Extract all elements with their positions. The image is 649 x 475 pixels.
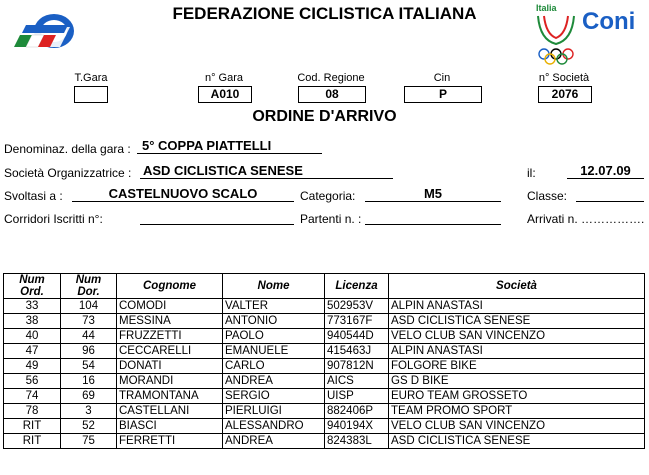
cell-cognome: DONATI: [117, 359, 223, 374]
cell-nome: VALTER: [223, 299, 325, 314]
cell-num-dor: 3: [61, 404, 117, 419]
societa-organizzatrice-value: ASD CICLISTICA SENESE: [140, 163, 393, 179]
cell-societa: ALPIN ANASTASI: [389, 344, 645, 359]
categoria-value: M5: [365, 186, 501, 202]
cell-societa: FOLGORE BIKE: [389, 359, 645, 374]
cell-num-ord: 47: [4, 344, 61, 359]
cell-licenza: 940194X: [325, 419, 389, 434]
cell-nome: SERGIO: [223, 389, 325, 404]
cell-societa: VELO CLUB SAN VINCENZO: [389, 329, 645, 344]
cell-nome: PAOLO: [223, 329, 325, 344]
cell-nome: PIERLUIGI: [223, 404, 325, 419]
cell-licenza: 502953V: [325, 299, 389, 314]
date-value: 12.07.09: [567, 163, 644, 179]
cell-cognome: MORANDI: [117, 374, 223, 389]
cell-num-ord: 78: [4, 404, 61, 419]
cell-num-ord: 33: [4, 299, 61, 314]
col-cognome: Cognome: [117, 274, 223, 299]
partenti-value: [365, 209, 501, 225]
table-row: [4, 344, 645, 359]
document-title: ORDINE D'ARRIVO: [252, 108, 397, 125]
table-row: [4, 329, 645, 344]
cell-num-ord: 49: [4, 359, 61, 374]
table-row: [4, 359, 645, 374]
cell-licenza: 907812N: [325, 359, 389, 374]
cell-num-dor: 96: [61, 344, 117, 359]
codregione-label: Cod. Regione: [297, 72, 365, 84]
denominazione-value: 5° COPPA PIATTELLI: [137, 138, 322, 154]
societa-organizzatrice-label: Società Organizzatrice :: [4, 166, 132, 180]
cell-licenza: UISP: [325, 389, 389, 404]
col-num-ord: Num Ord.: [4, 274, 61, 299]
cell-num-ord: 40: [4, 329, 61, 344]
classe-label: Classe:: [527, 189, 568, 203]
cell-societa: EURO TEAM GROSSETO: [389, 389, 645, 404]
classe-value: [576, 186, 644, 202]
cell-nome: ANTONIO: [223, 314, 325, 329]
cell-societa: ASD CICLISTICA SENESE: [389, 434, 645, 449]
cell-cognome: TRAMONTANA: [117, 389, 223, 404]
coni-logo-icon: [534, 14, 578, 66]
cell-societa: VELO CLUB SAN VINCENZO: [389, 419, 645, 434]
cell-nome: EMANUELE: [223, 344, 325, 359]
svoltasi-value: CASTELNUOVO SCALO: [72, 186, 294, 202]
cin-label: Cin: [433, 72, 451, 84]
cell-cognome: COMODI: [117, 299, 223, 314]
cell-num-ord: 38: [4, 314, 61, 329]
table-header-row: [4, 274, 645, 299]
table-row: [4, 374, 645, 389]
categoria-label: Categoria:: [300, 189, 356, 203]
date-label: il:: [527, 166, 536, 180]
cell-nome: ANDREA: [223, 374, 325, 389]
cell-licenza: 882406P: [325, 404, 389, 419]
col-num-dor: Num Dor.: [61, 274, 117, 299]
corridori-value: [140, 209, 294, 225]
ngara-label: n° Gara: [204, 72, 244, 84]
cell-num-ord: RIT: [4, 434, 61, 449]
cell-cognome: CASTELLANI: [117, 404, 223, 419]
cell-num-ord: 56: [4, 374, 61, 389]
cell-cognome: FRUZZETTI: [117, 329, 223, 344]
svoltasi-label: Svoltasi a :: [4, 189, 63, 203]
cell-nome: ALESSANDRO: [223, 419, 325, 434]
cell-nome: CARLO: [223, 359, 325, 374]
results-table: [3, 273, 645, 449]
partenti-label: Partenti n. :: [300, 212, 362, 226]
cin-value: P: [404, 86, 482, 103]
cell-num-dor: 52: [61, 419, 117, 434]
cell-num-dor: 69: [61, 389, 117, 404]
tgara-value: [74, 86, 108, 103]
cell-num-ord: RIT: [4, 419, 61, 434]
col-societa: Società: [389, 274, 645, 299]
cell-num-dor: 44: [61, 329, 117, 344]
cell-licenza: 415463J: [325, 344, 389, 359]
table-row: [4, 404, 645, 419]
coni-logo-text: Coni: [582, 8, 636, 35]
cell-cognome: FERRETTI: [117, 434, 223, 449]
cell-num-dor: 75: [61, 434, 117, 449]
tgara-label: T.Gara: [74, 72, 108, 84]
cell-nome: ANDREA: [223, 434, 325, 449]
table-row: [4, 314, 645, 329]
cell-cognome: MESSINA: [117, 314, 223, 329]
arrivati-label: Arrivati n. …………….: [527, 212, 645, 226]
ngara-value: A010: [198, 86, 252, 103]
table-row: [4, 389, 645, 404]
cell-cognome: BIASCI: [117, 419, 223, 434]
cell-societa: GS D BIKE: [389, 374, 645, 389]
table-row: [4, 419, 645, 434]
cell-licenza: 773167F: [325, 314, 389, 329]
cell-licenza: 940544D: [325, 329, 389, 344]
cell-num-dor: 104: [61, 299, 117, 314]
cell-num-dor: 54: [61, 359, 117, 374]
corridori-label: Corridori Iscritti n°:: [4, 212, 103, 226]
nsocieta-label: n° Società: [538, 72, 590, 84]
codregione-value: 08: [298, 86, 366, 103]
denominazione-label: Denominaz. della gara :: [4, 142, 131, 156]
cell-num-dor: 73: [61, 314, 117, 329]
col-nome: Nome: [223, 274, 325, 299]
cell-licenza: AICS: [325, 374, 389, 389]
table-row: [4, 299, 645, 314]
cell-societa: TEAM PROMO SPORT: [389, 404, 645, 419]
col-licenza: Licenza: [325, 274, 389, 299]
coni-italia-text: Italia: [536, 3, 557, 13]
federation-title: FEDERAZIONE CICLISTICA ITALIANA: [172, 4, 477, 23]
cell-num-ord: 74: [4, 389, 61, 404]
cell-num-dor: 16: [61, 374, 117, 389]
nsocieta-value: 2076: [538, 86, 592, 103]
cell-societa: ASD CICLISTICA SENESE: [389, 314, 645, 329]
table-row: [4, 434, 645, 449]
cell-licenza: 824383L: [325, 434, 389, 449]
cell-cognome: CECCARELLI: [117, 344, 223, 359]
cell-societa: ALPIN ANASTASI: [389, 299, 645, 314]
